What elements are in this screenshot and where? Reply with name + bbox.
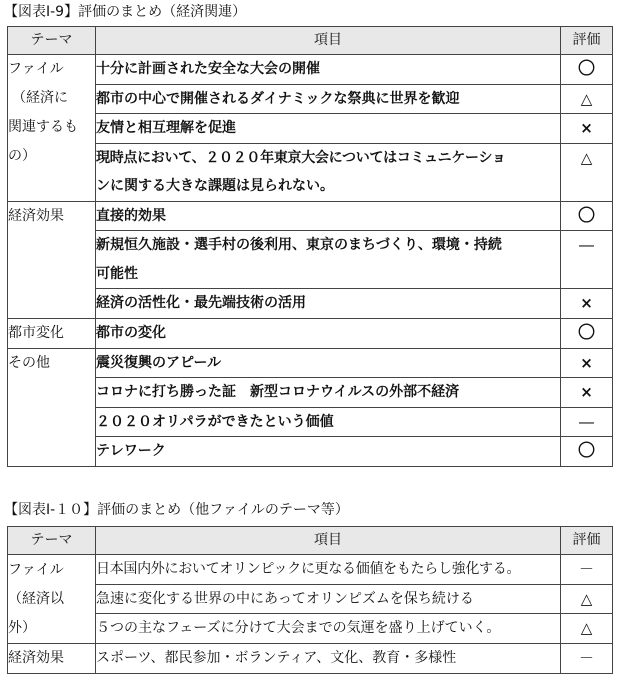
header-item: 項目 — [96, 27, 561, 55]
eval-cell: 〇 — [561, 55, 613, 85]
table-row — [8, 555, 613, 585]
item-cell: 十分に計画された安全な大会の開催 — [96, 55, 561, 85]
item-cell: 直接的効果 — [96, 201, 561, 231]
eval-cell: 〇 — [561, 201, 613, 231]
table-row — [8, 114, 613, 144]
table-row — [8, 644, 613, 674]
item-cell: 都市の変化 — [96, 318, 561, 348]
item-cell: ２０２０オリパラができたという価値 — [96, 407, 561, 437]
evaluation-summary-economic-table — [7, 26, 613, 467]
table-row — [8, 437, 613, 467]
eval-cell: △ — [561, 584, 613, 614]
theme-line: の） — [8, 148, 36, 164]
eval-cell: ― — [561, 407, 613, 437]
item-cell: 日本国内外においてオリンピックに更なる価値をもたらし強化する。 — [96, 555, 561, 585]
eval-cell: × — [561, 378, 613, 408]
theme-cell-file — [8, 55, 96, 202]
table2-caption: 【図表Ⅰ-１０】評価のまとめ（他ファイルのテーマ等） — [4, 502, 349, 518]
table-header-row — [8, 527, 613, 555]
table-row — [8, 84, 613, 114]
item-cell: 友情と相互理解を促進 — [96, 114, 561, 144]
item-cell: 急速に変化する世界の中にあってオリンピズムを保ち続ける — [96, 584, 561, 614]
eval-cell: △ — [561, 84, 613, 114]
item-cell: スポーツ、都民参加・ボランティア、文化、教育・多様性 — [96, 644, 561, 674]
table-row — [8, 407, 613, 437]
header-theme: テーマ — [8, 527, 96, 555]
item-cell: テレワーク — [96, 437, 561, 467]
eval-cell: △ — [561, 143, 613, 201]
item-cell: コロナに打ち勝った証 新型コロナウイルスの外部不経済 — [96, 378, 561, 408]
item-cell: ５つの主なフェーズに分けて大会までの気運を盛り上げていく。 — [96, 614, 561, 644]
item-line: 新規恒久施設・選手村の後利用、東京のまちづくり、環境・持続 — [96, 237, 502, 253]
eval-cell: 〇 — [561, 318, 613, 348]
item-cell — [96, 231, 561, 289]
theme-cell-urban-change: 都市変化 — [8, 318, 96, 348]
theme-line: ファイル — [8, 562, 64, 578]
theme-cell-economic-effect: 経済効果 — [8, 644, 96, 674]
item-line: 現時点において、２０２０年東京大会についてはコミュニケーショ — [96, 149, 506, 166]
table-row — [8, 289, 613, 319]
theme-line: ファイル — [8, 61, 64, 77]
table-row — [8, 614, 613, 644]
item-cell — [96, 143, 561, 201]
eval-cell: × — [561, 114, 613, 144]
header-eval: 評価 — [561, 27, 613, 55]
item-cell: 都市の中心で開催されるダイナミックな祭典に世界を歓迎 — [96, 84, 561, 114]
header-theme: テーマ — [8, 27, 96, 55]
theme-line: 関連するも — [8, 119, 78, 135]
eval-cell: ― — [561, 231, 613, 289]
table-row — [8, 143, 613, 201]
eval-cell: △ — [561, 614, 613, 644]
table-row — [8, 348, 613, 378]
item-line: 可能性 — [96, 265, 138, 282]
table-header-row — [8, 27, 613, 55]
table-row — [8, 378, 613, 408]
theme-cell-file — [8, 555, 96, 644]
eval-cell: － — [561, 644, 613, 674]
table-row — [8, 231, 613, 289]
eval-cell: 〇 — [561, 437, 613, 467]
item-line: ンに関する大きな課題は見られない。 — [96, 178, 334, 194]
table-row — [8, 201, 613, 231]
eval-cell: × — [561, 289, 613, 319]
theme-cell-other: その他 — [8, 348, 96, 466]
evaluation-summary-other-table — [7, 526, 613, 674]
item-cell: 震災復興のアピール — [96, 348, 561, 378]
theme-line: 外） — [8, 620, 36, 636]
item-cell: 経済の活性化・最先端技術の活用 — [96, 289, 561, 319]
table1-caption: 【図表Ⅰ-9】評価のまとめ（経済関連） — [4, 4, 247, 20]
theme-line: （経済に — [12, 90, 68, 106]
eval-cell: × — [561, 348, 613, 378]
table-row — [8, 55, 613, 85]
theme-cell-economic-effect: 経済効果 — [8, 201, 96, 318]
header-item: 項目 — [96, 527, 561, 555]
header-eval: 評価 — [561, 527, 613, 555]
eval-cell: － — [561, 555, 613, 585]
table-row — [8, 318, 613, 348]
theme-line: （経済以 — [8, 591, 64, 607]
table-row — [8, 584, 613, 614]
